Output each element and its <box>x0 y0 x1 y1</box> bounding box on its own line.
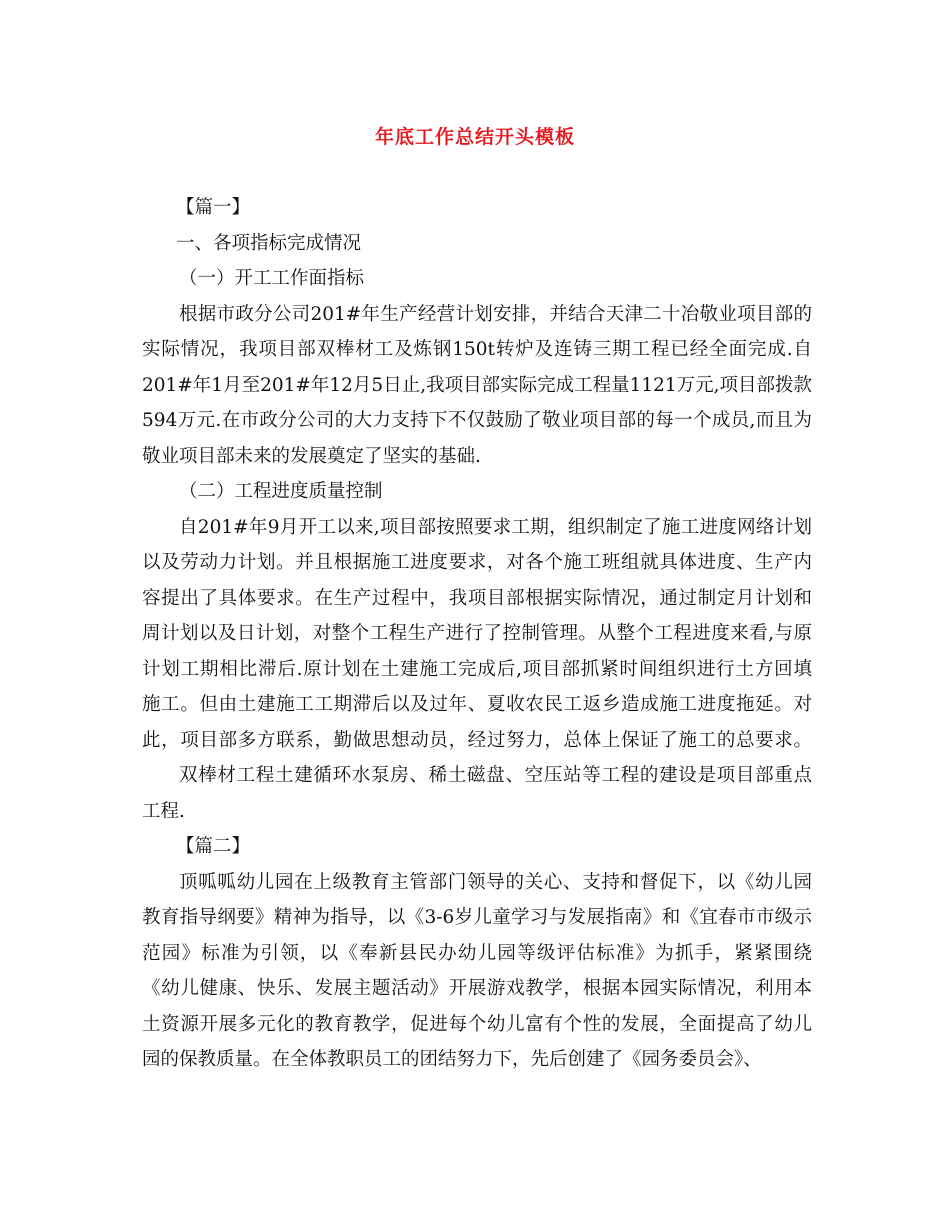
paragraph-line: 以及劳动力计划。并且根据施工进度要求，对各个施工班组就具体进度、生产内 <box>142 552 812 573</box>
paragraph-line: 敬业项目部未来的发展奠定了坚实的基础. <box>142 445 481 467</box>
paragraph-line: 根据市政分公司201#年生产经营计划安排，并结合天津二十冶敬业项目部的 <box>179 303 812 325</box>
subheading-progress-quality: （二）工程进度质量控制 <box>179 481 383 502</box>
paragraph-line: 计划工期相比滞后.原计划在土建施工完成后,项目部抓紧时间组织进行土方回填 <box>142 658 812 680</box>
paragraph-line: 范园》标准为引领，以《奉新县民办幼儿园等级评估标准》为抓手，紧紧围绕 <box>142 942 812 964</box>
paragraph-line: 周计划以及日计划，对整个工程生产进行了控制管理。从整个工程进度来看,与原 <box>142 623 812 644</box>
section-heading-part-one: 【篇一】 <box>176 197 251 218</box>
paragraph-line: 施工。但由土建施工工期滞后以及过年、夏收农民工返乡造成施工进度拖延。对 <box>142 694 812 715</box>
paragraph-line: 工程. <box>142 800 185 822</box>
document-title: 年底工作总结开头模板 <box>374 126 575 148</box>
paragraph-line: 容提出了具体要求。在生产过程中，我项目部根据实际情况，通过制定月计划和 <box>142 587 812 609</box>
section-heading-part-two: 【篇二】 <box>176 836 251 857</box>
paragraph-line: 园的保教质量。在全体教职员工的团结努力下，先后创建了《园务委员会》、 <box>142 1049 762 1070</box>
paragraph-line: 顶呱呱幼儿园在上级教育主管部门领导的关心、支持和督促下，以《幼儿园 <box>179 871 812 893</box>
paragraph-line: 双棒材工程土建循环水泵房、稀土磁盘、空压站等工程的建设是项目部重点 <box>179 765 812 786</box>
paragraph-line: 土资源开展多元化的教育教学，促进每个幼儿富有个性的发展，全面提高了幼儿 <box>142 1013 812 1035</box>
paragraph-line: 201#年1月至201#年12月5日止,我项目部实际完成工程量1121万元,项目部拨款 <box>142 374 813 396</box>
paragraph-line: 实际情况，我项目部双棒材工及炼钢150t转炉及连铸三期工程已经全面完成.自 <box>142 339 812 360</box>
paragraph-line: 教育指导纲要》精神为指导，以《3-6岁儿童学习与发展指南》和《宜春市市级示 <box>142 907 812 928</box>
paragraph-line: 594万元.在市政分公司的大力支持下不仅鼓励了敬业项目部的每一个成员,而且为 <box>142 410 812 431</box>
paragraph-line: 自201#年9月开工以来,项目部按照要求工期，组织制定了施工进度网络计划 <box>179 516 812 538</box>
document-body <box>142 190 812 1078</box>
paragraph-line: 《幼儿健康、快乐、发展主题活动》开展游戏教学，根据本园实际情况，利用本 <box>142 978 812 999</box>
subheading-indicators: 一、各项指标完成情况 <box>176 232 362 254</box>
subheading-work-face: （一）开工工作面指标 <box>179 268 365 289</box>
paragraph-line: 此，项目部多方联系，勤做思想动员，经过努力，总体上保证了施工的总要求。 <box>142 729 812 751</box>
